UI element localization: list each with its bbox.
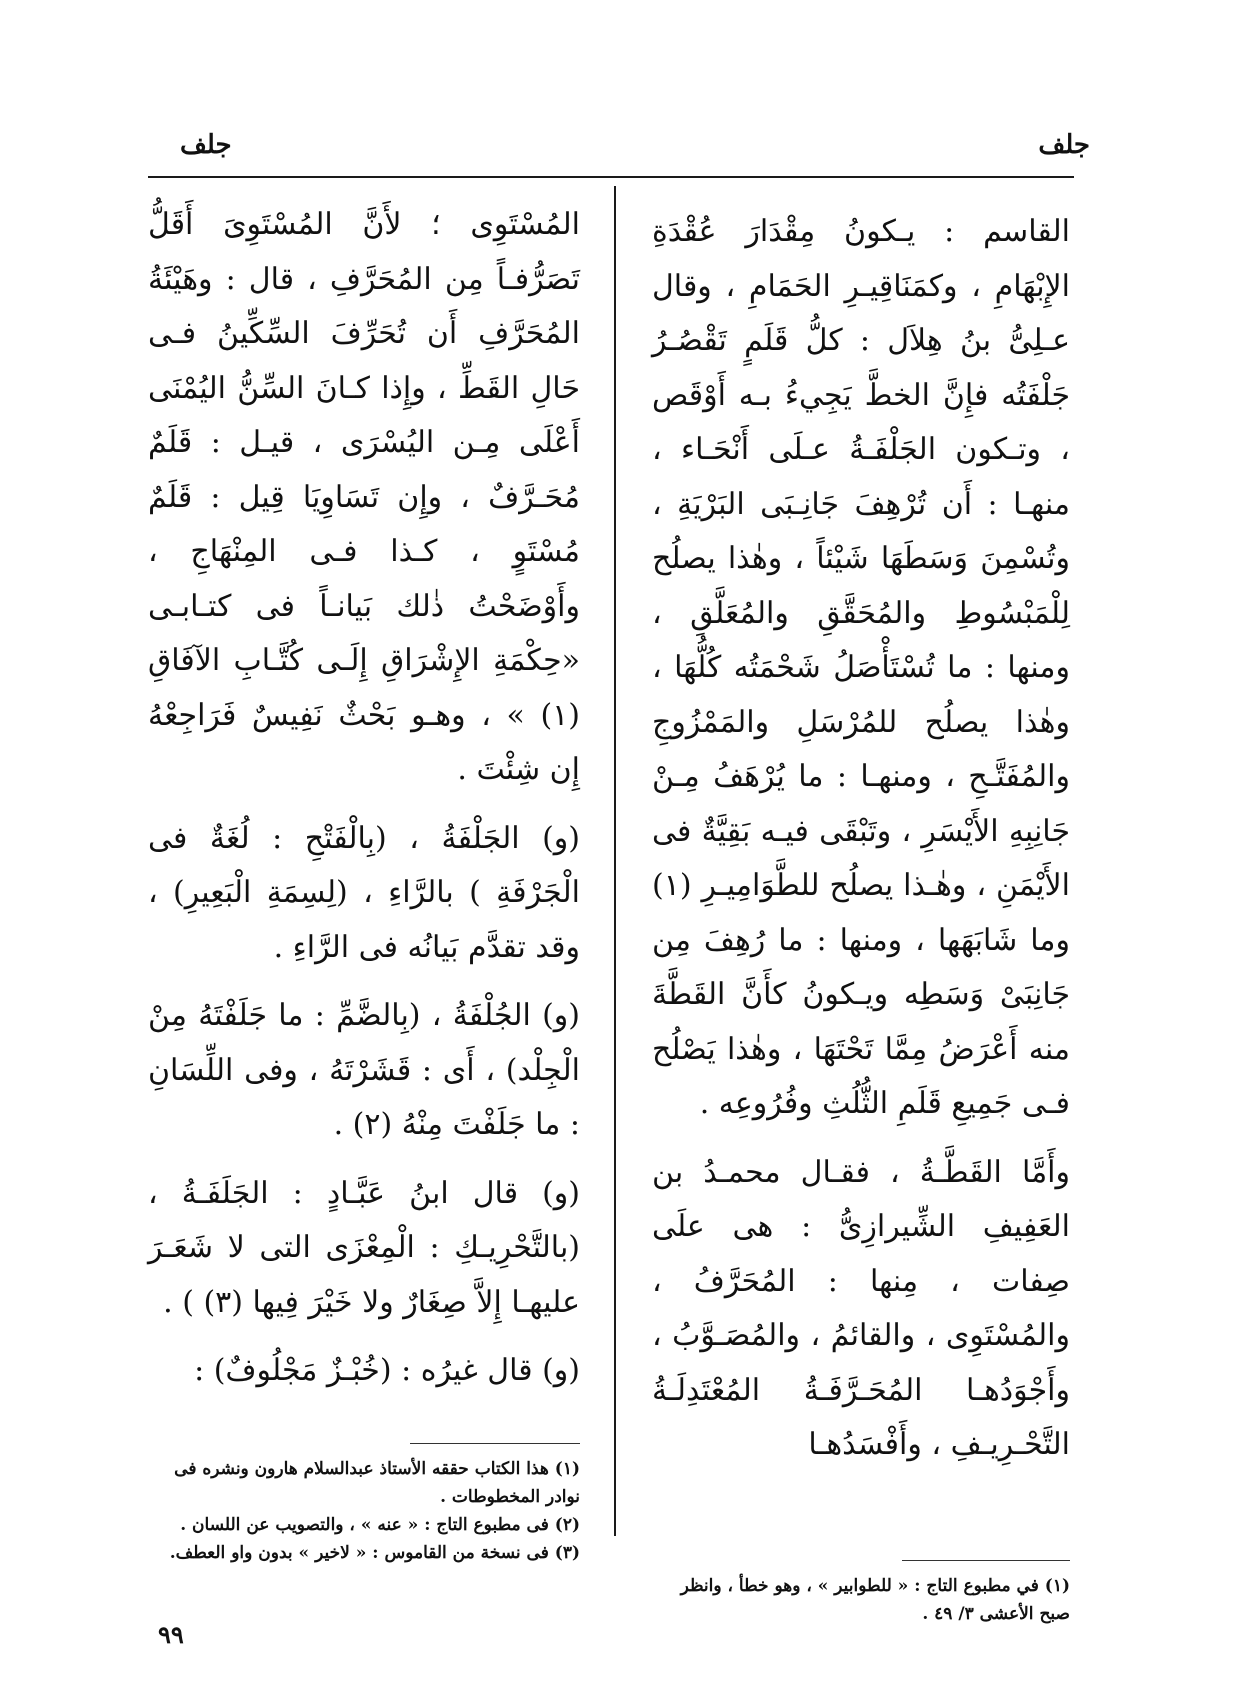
left-paragraph: (و) الجَلْفَةُ ، (بِالْفَتْحِ : لُغَةٌ فى الْجَرْفَةِ ) بالرَّاءِ ، (لِسِمَةِ الْبَعِيرِ) ، وقد تقدَّم بَيانُه فى الرَّاءِ . [148,820,580,965]
column-divider [614,186,616,1536]
left-paragraph: (و) الجُلْفَةُ ، (بِالضَّمِّ : ما جَلَفْتَهُ مِنْ الْجِلْد) ، أَى : قَشَرْتَهُ ، وفى اللِّسَانِ : ما جَلَفْتَ مِنْهُ (٢) . [148,998,580,1142]
left-footnote-rule [410,1443,580,1444]
left-headword: جلف [180,130,232,160]
footnote: (١) في مطبوع التاج : « للطوابير » ، وهو خطأ ، وانظر صبح الأعشى ٣/ ٤٩ . [680,1576,1070,1624]
right-paragraph: وأَمَّا القَطَّـةُ ، فقـال محمـدُ بن العَفِيفِ الشِّيرازِىُّ : هى علَى صِفات ، مِنها : المُحَرَّفُ ، والمُسْتَوِى ، والقائمُ ، والمُصَـوَّبُ ، وأَجْوَدُهـا المُحَـرَّفَـةُ المُعْتَدِلَـةُ التَّحْـرِيـفِ ، وأَفْسَدُهـا [652,1154,1070,1462]
footnote: (٢) فى مطبوع التاج : « عنه » ، والتصويب عن اللسان . [180,1515,580,1535]
page-number: ٩٩ [158,1620,184,1649]
right-column [652,205,1070,1473]
header-rule [148,176,1074,178]
right-footnotes [652,1572,1070,1628]
right-headword: جلف [1038,130,1090,160]
right-paragraph: القاسم : يـكونُ مِقْدَارَ عُقْدَةِ الإِبْهَامِ ، وكمَنَاقِيـرِ الحَمَامِ ، وقال عـلِىُّ بنُ هِلاَل : كلُّ قَلَمٍ تَقْصُـرُ جَلْفَتُه فإِنَّ الخطَّ يَجِيءُ بـه أَوْقَص ، وتـكون الجَلْفَـةُ عـلَى أَنْحَـاء ، منهـا : أَن تُرْهِفَ جَانِـبَى البَرْيَةِ ، وتُسْمِنَ وَسَطَهَا شَيْئاً ، وهٰذا يصلُح لِلْمَبْسُوطِ والمُحَقَّقِ والمُعَلَّقِ ، ومنها : ما تُسْتَأْصَلُ شَحْمَتُه كُلُّهَا ، وهٰذا يصلُح للمُرْسَلِ والمَمْزُوجِ والمُفَتَّـحِ ، ومنهـا : ما يُرْهَفُ مِـنْ جَانِبِهِ الأَيْسَرِ ، وتَبْقَى فيـه بَقِيَّةٌ فى الأَيْمَنِ ، وهٰـذا يصلُح للطَّوَامِيـرِ (١) وما شَابَهَها ، ومنها : ما رُهِفَ مِن جَانِبَىْ وَسَطِه ويـكونُ كأَنَّ القَطَّةَ منه أَعْرَضُ مِمَّا تَحْتَهَا ، وهٰذا يَصْلُح فـى جَمِيعِ قَلَمِ الثُّلُثِ وفُرُوعِه . [652,214,1070,1121]
left-paragraph: المُسْتَوِى ؛ لأَنَّ المُسْتَوِىَ أَقَلُّ تَصَرُّفـاً مِن المُحَرَّفِ ، قال : وهَيْئَةُ المُحَرَّفِ أَن تُحَرِّفَ السِّكِّينُ فـى حَالِ القَطِّ ، وإِذا كـانَ السِّنُّ اليُمْنَى أَعْلَى مِـن اليُسْرَى ، قيـل : قَلَمٌ مُحَـرَّفٌ ، وإِن تَسَاوِيَا قِيل : قَلَمٌ مُسْتَوٍ ، كـذا فـى المِنْهَاجِ ، وأَوْضَحْتُ ذٰلك بَيانـاً فى كتـابـى «حِكْمَةِ الإِشْرَاقِ إِلَـى كُتَّـابِ الآفَاقِ (١) » ، وهـو بَحْثٌ نَفِيسٌ فَرَاجِعْهُ إِن شِئْتَ . [148,207,580,787]
left-paragraph: (و) قال غيرُه : (خُبْـزٌ مَجْلُوفٌ) : [194,1353,580,1388]
footnote: (٣) فى نسخة من القاموس : « لاخير » بدون واو العطف. [169,1543,580,1563]
footnote: (١) هذا الكتاب حققه الأستاذ عبدالسلام هارون ونشره فى نوادر المخطوطات . [174,1459,580,1507]
right-footnote-rule [902,1560,1070,1561]
left-column [148,198,580,1399]
left-footnotes [148,1455,580,1567]
left-paragraph: (و) قال ابنُ عَبَّـادٍ : الجَلَفَـةُ ، (بالتَّحْرِيـكِ : الْمِعْزَى التى لا شَعَـرَ عليهـا إِلاَّ صِغَارٌ ولا خَيْرَ فِيها (٣) ) . [148,1175,580,1320]
